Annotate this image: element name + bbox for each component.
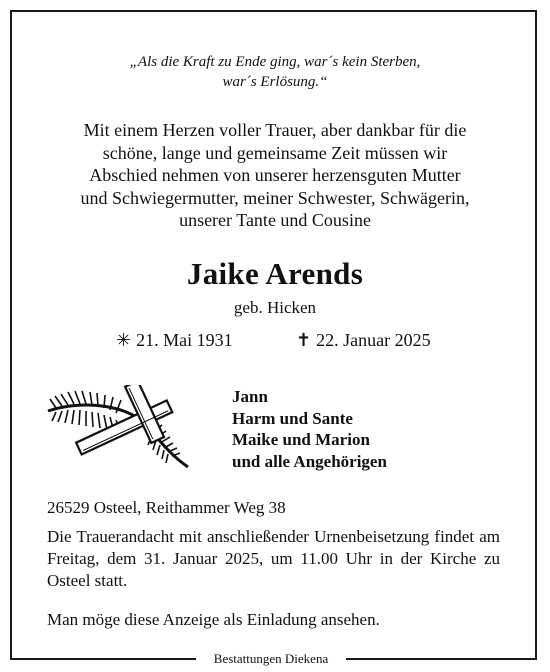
intro-line: schöne, lange und gemeinsame Zeit müssen wir xyxy=(102,142,448,163)
intro-line: Abschied nehmen von unserer herzensguten Mutter xyxy=(89,165,461,185)
palm-frond-cross-icon xyxy=(44,385,194,475)
birth-date-line xyxy=(116,329,233,351)
funeral-home-credit: Bestattungen Diekena xyxy=(196,651,346,667)
death-date-line xyxy=(296,329,431,351)
maiden-name: geb. Hicken xyxy=(233,298,317,317)
family-address: 26529 Osteel, Reithammer Weg 38 xyxy=(47,498,286,517)
epigraph-quote xyxy=(0,52,550,92)
intro-line: und Schwiegermutter, meiner Schwester, Schwägerin, xyxy=(80,187,470,208)
death-cross-icon: ✝ xyxy=(296,330,312,350)
birth-star-icon: ✳ xyxy=(116,330,132,350)
mourner-line: Harm und Sante xyxy=(232,408,353,428)
birth-date: 21. Mai 1931 xyxy=(136,330,233,350)
quote-line: „Als die Kraft zu Ende ging, war´s kein Sterben, xyxy=(129,54,421,70)
mourner-line: und alle Angehörigen xyxy=(232,451,387,471)
mourner-line: Jann xyxy=(232,387,268,406)
intro-line: unserer Tante und Cousine xyxy=(179,210,371,230)
invitation-note: Man möge diese Anzeige als Einladung ansehen. xyxy=(47,610,380,629)
quote-line: war´s Erlösung.“ xyxy=(222,74,328,90)
service-details: Die Trauerandacht mit anschließender Urnenbeisetzung findet am Freitag, dem 31. Januar 2025, um 11.00 Uhr in der Kirche zu Osteel statt. xyxy=(47,527,500,590)
deceased-name: Jaike Arends xyxy=(186,256,364,291)
mourners-list xyxy=(232,386,387,472)
mourner-line: Maike und Marion xyxy=(232,430,370,449)
death-date: 22. Januar 2025 xyxy=(316,330,431,350)
intro-text xyxy=(0,119,550,232)
intro-line: Mit einem Herzen voller Trauer, aber dankbar für die xyxy=(83,120,467,140)
